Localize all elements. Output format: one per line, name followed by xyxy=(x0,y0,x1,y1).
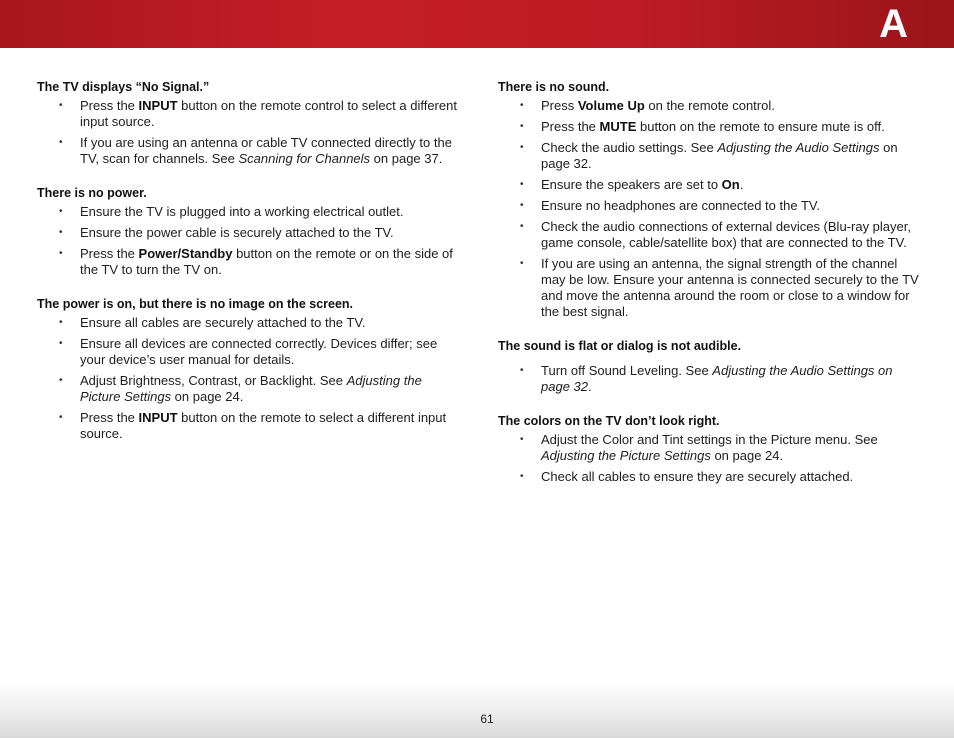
item-text: If you are using an antenna, the signal strength of the channel may be low. Ensure your antenna is connected securely to the TV and move the antenna around the room or close to a window for the best signal. xyxy=(541,256,919,319)
item-text: . xyxy=(739,177,744,192)
item-text: Check all cables to ensure they are securely attached. xyxy=(541,469,854,484)
bullet-icon: • xyxy=(59,412,63,423)
troubleshooting-section xyxy=(498,79,923,320)
bullet-icon: • xyxy=(59,375,63,386)
item-text: Ensure the power cable is securely attached to the TV. xyxy=(80,225,394,240)
cross-reference-text: Adjusting the Picture Settings xyxy=(80,373,422,404)
item-text: Adjust the Color and Tint settings in the Picture menu. See xyxy=(541,432,878,447)
bullet-item xyxy=(37,135,462,167)
section-heading: The colors on the TV don’t look right. xyxy=(498,414,720,428)
page-number: 61 xyxy=(480,712,494,726)
item-text: on the remote control. xyxy=(644,98,775,113)
section-heading: The power is on, but there is no image on the screen. xyxy=(37,297,354,311)
item-text: Press the xyxy=(80,98,139,113)
item-text: . xyxy=(588,379,592,394)
item-text: Ensure all cables are securely attached to the TV. xyxy=(80,315,366,330)
bullet-item xyxy=(498,363,923,395)
emphasis-text: Volume Up xyxy=(577,98,645,113)
item-text: button on the remote to select a different input source. xyxy=(80,410,447,441)
troubleshooting-section xyxy=(498,338,923,395)
item-text: Ensure the TV is plugged into a working electrical outlet. xyxy=(80,204,404,219)
section-heading: The sound is flat or dialog is not audible. xyxy=(498,339,742,353)
bullet-item xyxy=(37,336,462,368)
troubleshooting-section xyxy=(37,296,462,442)
troubleshooting-section xyxy=(37,79,462,167)
item-text: Ensure all devices are connected correctly. Devices differ; see your device’s user manual for details. xyxy=(80,336,438,367)
item-text: If you are using an antenna or cable TV connected directly to the TV, scan for channels. See xyxy=(80,135,452,166)
cross-reference-text: Adjusting the Picture Settings xyxy=(541,448,711,463)
section-heading: The TV displays “No Signal.” xyxy=(37,80,210,94)
bullet-item xyxy=(498,198,923,214)
item-text: Press the xyxy=(541,119,600,134)
appendix-letter: A xyxy=(879,2,908,46)
bullet-item xyxy=(37,204,462,220)
item-text: on page 32. xyxy=(541,140,898,171)
bullet-icon: • xyxy=(59,338,63,349)
section-heading: There is no sound. xyxy=(498,80,610,94)
bullet-icon: • xyxy=(520,179,524,190)
bullet-list xyxy=(498,98,923,320)
bullet-list xyxy=(37,204,462,278)
bullet-item xyxy=(498,119,923,135)
bullet-icon: • xyxy=(520,221,524,232)
cross-reference-text: Scanning for Channels xyxy=(238,151,371,166)
troubleshooting-section xyxy=(37,185,462,278)
cross-reference-text: Adjusting the Audio Settings on page 32 xyxy=(541,363,893,394)
bullet-list xyxy=(498,363,923,395)
item-text: Press the xyxy=(80,410,139,425)
bullet-item xyxy=(498,177,923,193)
bullet-icon: • xyxy=(59,206,63,217)
emphasis-text: Power/Standby xyxy=(138,246,233,261)
item-text: button on the remote to ensure mute is off. xyxy=(636,119,885,134)
bullet-icon: • xyxy=(520,258,524,269)
item-text: on page 24. xyxy=(171,389,244,404)
item-text: Check the audio settings. See xyxy=(541,140,718,155)
bullet-item xyxy=(498,140,923,172)
bullet-item xyxy=(498,256,923,320)
bullet-item xyxy=(37,410,462,442)
cross-reference-text: Adjusting the Audio Settings xyxy=(717,140,880,155)
bullet-icon: • xyxy=(59,317,63,328)
bullet-item xyxy=(37,225,462,241)
emphasis-text: INPUT xyxy=(138,410,178,425)
bullet-icon: • xyxy=(520,100,524,111)
item-text: on page 24. xyxy=(710,448,784,463)
chapter-header-bar xyxy=(0,0,954,48)
bullet-item xyxy=(37,246,462,278)
bullet-icon: • xyxy=(520,434,524,445)
bullet-item xyxy=(498,219,923,251)
bullet-icon: • xyxy=(520,200,524,211)
troubleshooting-section xyxy=(498,413,923,485)
item-text: button on the remote control to select a different input source. xyxy=(80,98,457,129)
item-text: Ensure the speakers are set to xyxy=(541,177,722,192)
item-text: Press the xyxy=(80,246,139,261)
left-column xyxy=(37,79,462,460)
emphasis-text: INPUT xyxy=(138,98,178,113)
bullet-item xyxy=(498,469,923,485)
bullet-icon: • xyxy=(59,227,63,238)
bullet-item xyxy=(37,315,462,331)
bullet-item xyxy=(37,373,462,405)
bullet-item xyxy=(498,98,923,114)
bullet-icon: • xyxy=(520,142,524,153)
bullet-icon: • xyxy=(520,471,524,482)
item-text: Ensure no headphones are connected to the TV. xyxy=(541,198,820,213)
bullet-list xyxy=(498,432,923,485)
item-text: Adjust Brightness, Contrast, or Backlight. See xyxy=(80,373,347,388)
section-heading: There is no power. xyxy=(37,186,147,200)
emphasis-text: On xyxy=(721,177,740,192)
bullet-icon: • xyxy=(520,121,524,132)
emphasis-text: MUTE xyxy=(599,119,637,134)
bullet-icon: • xyxy=(520,365,524,376)
bullet-item xyxy=(37,98,462,130)
bullet-item xyxy=(498,432,923,464)
right-column xyxy=(498,79,923,503)
bullet-list xyxy=(37,98,462,167)
item-text: Press xyxy=(541,98,578,113)
bullet-icon: • xyxy=(59,248,63,259)
item-text: Turn off Sound Leveling. See xyxy=(541,363,713,378)
page-footer xyxy=(0,680,954,738)
bullet-icon: • xyxy=(59,137,63,148)
item-text: Check the audio connections of external devices (Blu-ray player, game console, cable/satellite box) that are connected to the TV. xyxy=(541,219,911,250)
bullet-list xyxy=(37,315,462,442)
item-text: on page 37. xyxy=(370,151,443,166)
item-text: button on the remote or on the side of the TV to turn the TV on. xyxy=(80,246,453,277)
bullet-icon: • xyxy=(59,100,63,111)
